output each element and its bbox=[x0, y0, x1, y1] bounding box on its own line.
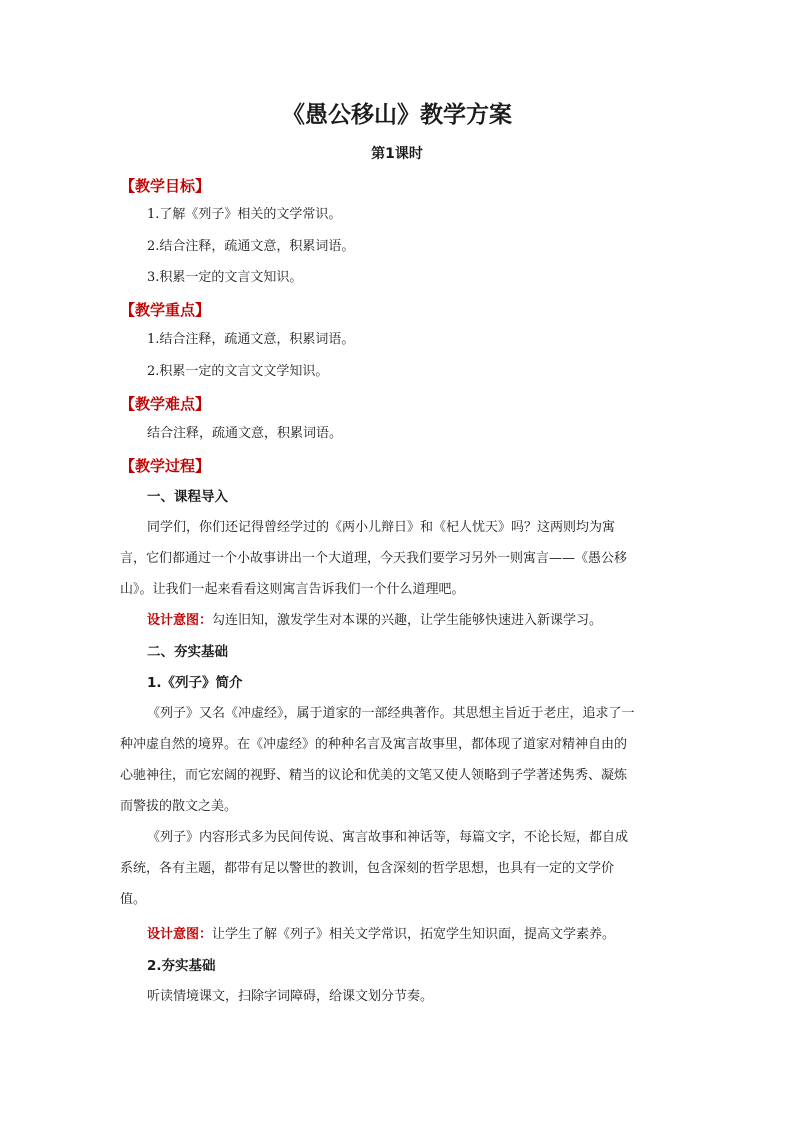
intro-line: 山》。让我们一起来看看这则寓言告诉我们一个什么道理吧。 bbox=[120, 582, 465, 597]
liezi-para1-line: 种冲虚自然的境界。在《冲虚经》的种种名言及寓言故事里，都体现了道家对精神自由的 bbox=[120, 737, 628, 752]
design-intent-text: 让学生了解《列子》相关文学常识，拓宽学生知识面，提高文学素养。 bbox=[212, 927, 616, 942]
part2-heading: 二、夯实基础 bbox=[147, 644, 228, 660]
key-points-heading: 【教学重点】 bbox=[120, 301, 211, 319]
key-point-item: 1.结合注释，疏通文意，积累词语。 bbox=[147, 332, 355, 347]
liezi-para2-line: 系统，各有主题，都带有足以警世的教训，包含深刻的哲学思想，也具有一定的文学价 bbox=[120, 861, 615, 876]
design-intent-2 bbox=[147, 925, 615, 945]
difficulties-text: 结合注释，疏通文意，积累词语。 bbox=[147, 426, 343, 441]
part1-heading: 一、课程导入 bbox=[147, 489, 228, 505]
foundation-text: 听读情境课文，扫除字词障碍，给课文划分节奏。 bbox=[147, 989, 434, 1004]
design-intent-label: 设计意图： bbox=[147, 613, 213, 628]
liezi-para1-line: 而警拔的散文之美。 bbox=[120, 799, 238, 814]
objective-item: 3.积累一定的文言文知识。 bbox=[147, 270, 303, 285]
key-point-item: 2.积累一定的文言文文学知识。 bbox=[147, 364, 329, 379]
lesson-subtitle: 第1课时 bbox=[371, 146, 423, 162]
objective-item: 2.结合注释，疏通文意，积累词语。 bbox=[147, 239, 355, 254]
document-title: 《愚公移山》教学方案 bbox=[282, 102, 512, 128]
intro-line: 言，它们都通过一个小故事讲出一个大道理，今天我们要学习另外一则寓言——《愚公移 bbox=[120, 551, 628, 566]
process-heading: 【教学过程】 bbox=[120, 457, 211, 475]
objectives-heading: 【教学目标】 bbox=[120, 177, 211, 195]
difficulties-heading: 【教学难点】 bbox=[120, 395, 211, 413]
liezi-para2-line: 值。 bbox=[120, 892, 147, 907]
liezi-para1-line: 《列子》又名《冲虚经》，属于道家的一部经典著作。其思想主旨近于老庄，追求了一 bbox=[147, 706, 635, 721]
liezi-intro-heading: 1.《列子》简介 bbox=[147, 675, 243, 691]
intro-line: 同学们，你们还记得曾经学过的《两小儿辩日》和《杞人忧天》吗？这两则均为寓 bbox=[147, 520, 616, 535]
objective-item: 1.了解《列子》相关的文学常识。 bbox=[147, 207, 342, 222]
foundation-heading: 2.夯实基础 bbox=[147, 958, 216, 974]
design-intent-1 bbox=[147, 611, 602, 631]
liezi-para1-line: 心驰神往，而它宏阔的视野、精当的议论和优美的文笔又使人领略到子学著述隽秀、凝炼 bbox=[120, 768, 628, 783]
liezi-para2-line: 《列子》内容形式多为民间传说、寓言故事和神话等，每篇文字，不论长短，都自成 bbox=[147, 830, 629, 845]
design-intent-text: 勾连旧知，激发学生对本课的兴趣，让学生能够快速进入新课学习。 bbox=[212, 613, 603, 628]
design-intent-label: 设计意图： bbox=[147, 927, 213, 942]
